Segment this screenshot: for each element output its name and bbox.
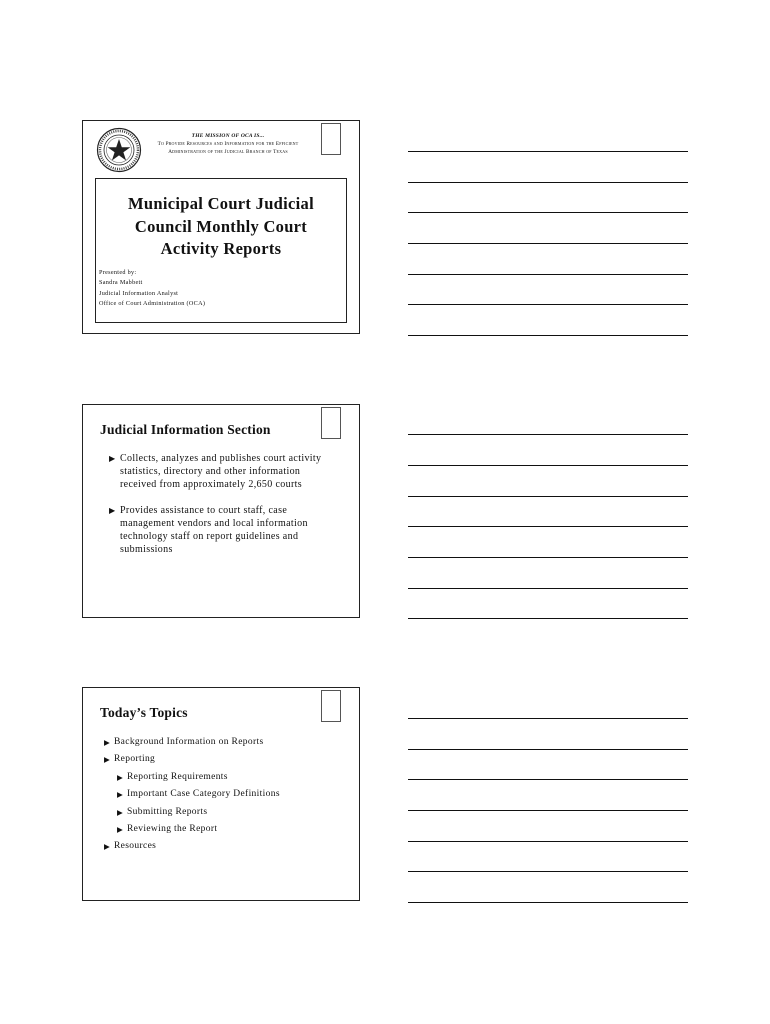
slide-2	[82, 404, 360, 618]
presentation-title: Municipal Court Judicial Council Monthly Court Activity Reports	[128, 194, 314, 258]
list-item	[117, 786, 344, 803]
note-line	[408, 335, 688, 336]
right-triangle-icon: ▶	[104, 738, 111, 747]
list-item	[104, 751, 344, 768]
presented-by-label: Presented by:	[99, 269, 137, 276]
topic-text: Reporting Requirements	[127, 771, 228, 782]
right-triangle-icon: ▶	[117, 772, 124, 782]
bullet-list	[109, 452, 339, 556]
note-line	[408, 212, 688, 213]
note-line	[408, 871, 688, 872]
note-line	[408, 588, 688, 589]
note-line	[408, 557, 688, 558]
note-line	[408, 182, 688, 183]
mission-line: Administration of the Judicial Branch of Texas	[168, 149, 288, 155]
topic-text: Reporting	[114, 754, 156, 765]
topic-text: Reviewing the Report	[127, 824, 218, 835]
right-triangle-icon: ▶	[104, 755, 111, 765]
mission-line: To Provide Resources and Information for the Efficient	[157, 141, 299, 147]
title-box	[95, 178, 347, 323]
note-line	[408, 151, 688, 152]
right-triangle-icon: ▶	[117, 825, 124, 835]
texas-seal-icon	[96, 127, 142, 173]
note-line	[408, 618, 688, 619]
note-line	[408, 496, 688, 497]
topic-text: Background Information on Reports	[114, 737, 264, 747]
right-triangle-icon: ▶	[117, 807, 124, 817]
right-triangle-icon: ▶	[117, 790, 124, 800]
right-triangle-icon: ▶	[109, 454, 116, 463]
list-item	[109, 452, 339, 492]
note-line	[408, 902, 688, 903]
note-line	[408, 718, 688, 719]
topic-text: Important Case Category Definitions	[127, 789, 280, 800]
bullet-text: Provides assistance to court staff, case management vendors and local information technology staff on report guidelines and submissions	[120, 504, 308, 556]
slide-3	[82, 687, 360, 901]
note-line	[408, 779, 688, 780]
mission-statement	[143, 132, 313, 156]
slide-heading: Judicial Information Section	[100, 422, 271, 437]
note-line	[408, 810, 688, 811]
slide-heading: Today’s Topics	[100, 705, 188, 720]
presenter-office: Office of Court Administration (OCA)	[99, 299, 206, 307]
note-line	[408, 243, 688, 244]
list-item	[104, 734, 344, 751]
topic-text: Resources	[114, 841, 157, 852]
right-triangle-icon: ▶	[104, 842, 111, 852]
presenter-role: Judicial Information Analyst	[99, 289, 179, 297]
list-item	[117, 804, 344, 821]
page-corner-icon	[321, 690, 341, 722]
note-line	[408, 841, 688, 842]
list-item	[117, 821, 344, 838]
right-triangle-icon: ▶	[109, 505, 116, 515]
page-corner-icon	[321, 123, 341, 155]
slide-1	[82, 120, 360, 334]
list-item	[117, 769, 344, 786]
page-corner-icon	[321, 407, 341, 439]
list-item	[109, 504, 339, 557]
list-item	[104, 838, 344, 855]
topic-text: Submitting Reports	[127, 806, 208, 817]
note-line	[408, 434, 688, 435]
note-line	[408, 465, 688, 466]
note-line	[408, 749, 688, 750]
note-line	[408, 526, 688, 527]
note-line	[408, 274, 688, 275]
bullet-text: Collects, analyzes and publishes court activity statistics, directory and other information received from approximately 2,650 courts	[120, 453, 322, 491]
presenter-info	[99, 268, 205, 309]
mission-title: THE MISSION OF OCA IS...	[191, 133, 265, 139]
topics-list	[104, 734, 344, 856]
note-line	[408, 304, 688, 305]
presenter-name: Sandra Mabbett	[99, 279, 143, 287]
